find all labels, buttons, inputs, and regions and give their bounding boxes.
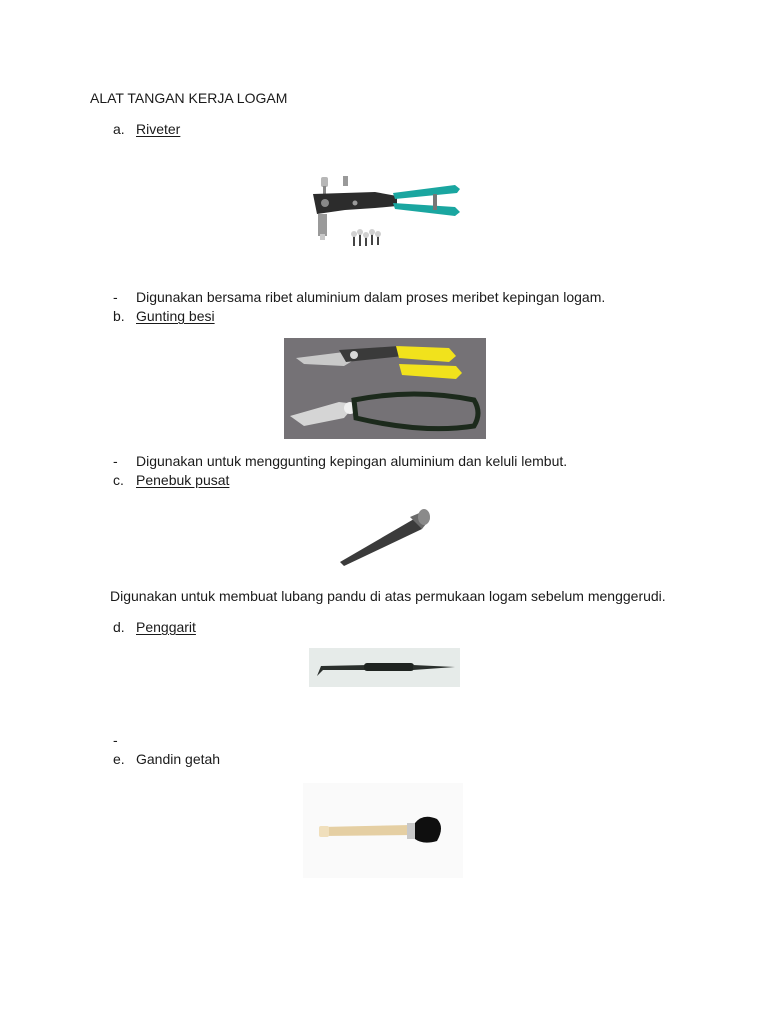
item-desc-marker-d: - [113, 732, 118, 748]
item-desc-marker-a: - [113, 289, 118, 305]
item-name-gunting-besi: Gunting besi [136, 308, 215, 324]
riveter-image [305, 172, 465, 257]
item-marker-b: b. [113, 308, 125, 324]
item-marker-c: c. [113, 472, 124, 488]
item-name-penebuk-pusat: Penebuk pusat [136, 472, 230, 488]
item-desc-penebuk-pusat: Digunakan untuk membuat lubang pandu di atas permukaan logam sebelum menggerudi. [110, 588, 666, 604]
scriber-image [309, 648, 460, 687]
item-name-penggarit: Penggarit [136, 619, 196, 635]
document-title: ALAT TANGAN KERJA LOGAM [90, 90, 288, 106]
center-punch-image [334, 505, 434, 570]
item-name-gandin-getah: Gandin getah [136, 751, 221, 767]
item-desc-riveter: Digunakan bersama ribet aluminium dalam proses meribet kepingan logam. [136, 289, 606, 305]
item-desc-gunting-besi: Digunakan untuk menggunting kepingan aluminium dan keluli lembut. [136, 453, 568, 469]
item-name-riveter: Riveter [136, 121, 181, 137]
item-marker-e: e. [113, 751, 125, 767]
item-marker-d: d. [113, 619, 125, 635]
item-desc-marker-b: - [113, 453, 118, 469]
item-marker-a: a. [113, 121, 125, 137]
rubber-mallet-image [303, 783, 463, 878]
tin-snips-image [284, 338, 486, 439]
